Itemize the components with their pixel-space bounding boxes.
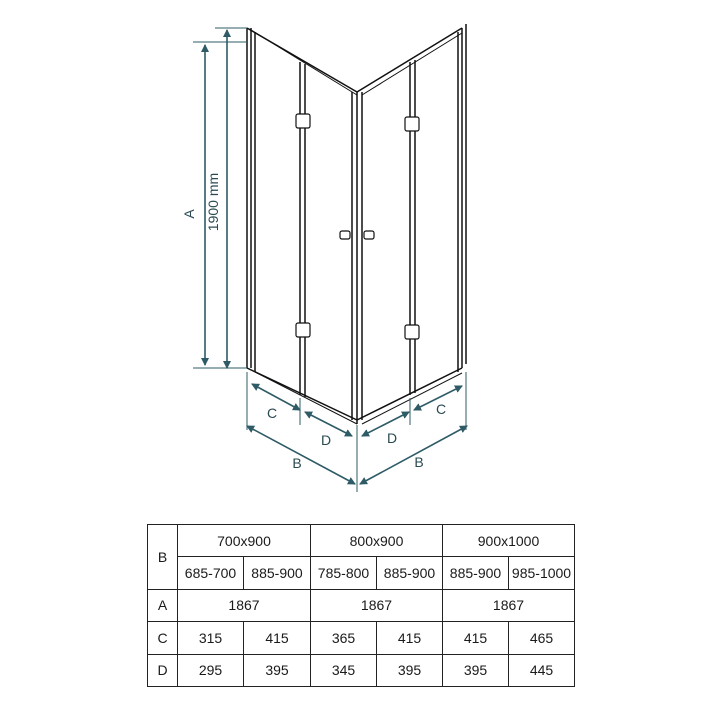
a-value: 1867	[178, 589, 311, 621]
width-range: 885-900	[377, 557, 443, 589]
a-value: 1867	[311, 589, 443, 621]
enclosure-frame	[247, 24, 466, 424]
c-value: 415	[244, 622, 311, 654]
group-name: 900x1000	[443, 525, 575, 557]
c-value: 465	[509, 622, 575, 654]
hinge-icon	[405, 117, 419, 131]
d-value: 395	[443, 654, 509, 686]
hinge-icon	[296, 114, 310, 128]
c-value: 365	[311, 622, 377, 654]
row-label-b: B	[148, 525, 178, 590]
height-label: 1900 mm	[205, 172, 221, 232]
c-value: 415	[377, 622, 443, 654]
c-value: 315	[178, 622, 244, 654]
handle-icon	[364, 231, 374, 239]
d-value: 395	[377, 654, 443, 686]
dimensions-table	[147, 524, 575, 687]
dimension-label-b-right: B	[414, 454, 424, 470]
hinge-icon	[405, 325, 419, 339]
table-row-b-widths	[148, 557, 575, 589]
dimension-label-a: A	[181, 209, 197, 219]
table-row-c	[148, 622, 575, 654]
width-range: 885-900	[443, 557, 509, 589]
width-range: 785-800	[311, 557, 377, 589]
dimension-label-c-right: C	[435, 401, 447, 417]
hinge-icon	[296, 323, 310, 337]
table-row-d	[148, 654, 575, 686]
width-range: 885-900	[244, 557, 311, 589]
dimension-label-d-right: D	[386, 430, 398, 446]
dimension-lines	[193, 28, 467, 492]
width-range: 685-700	[178, 557, 244, 589]
dimension-label-d-left: D	[320, 432, 332, 448]
d-value: 445	[509, 654, 575, 686]
table-row-a	[148, 589, 575, 621]
table-row-b-groups	[148, 525, 575, 557]
dimension-label-c-left: C	[266, 405, 278, 421]
group-name: 800x900	[311, 525, 443, 557]
a-value: 1867	[443, 589, 575, 621]
c-value: 415	[443, 622, 509, 654]
d-value: 295	[178, 654, 244, 686]
group-name: 700x900	[178, 525, 311, 557]
dimension-label-b-left: B	[292, 455, 302, 471]
row-label-a: A	[148, 589, 178, 621]
handle-icon	[340, 231, 350, 239]
width-range: 985-1000	[509, 557, 575, 589]
d-value: 395	[244, 654, 311, 686]
row-label-c: C	[148, 622, 178, 654]
d-value: 345	[311, 654, 377, 686]
row-label-d: D	[148, 654, 178, 686]
